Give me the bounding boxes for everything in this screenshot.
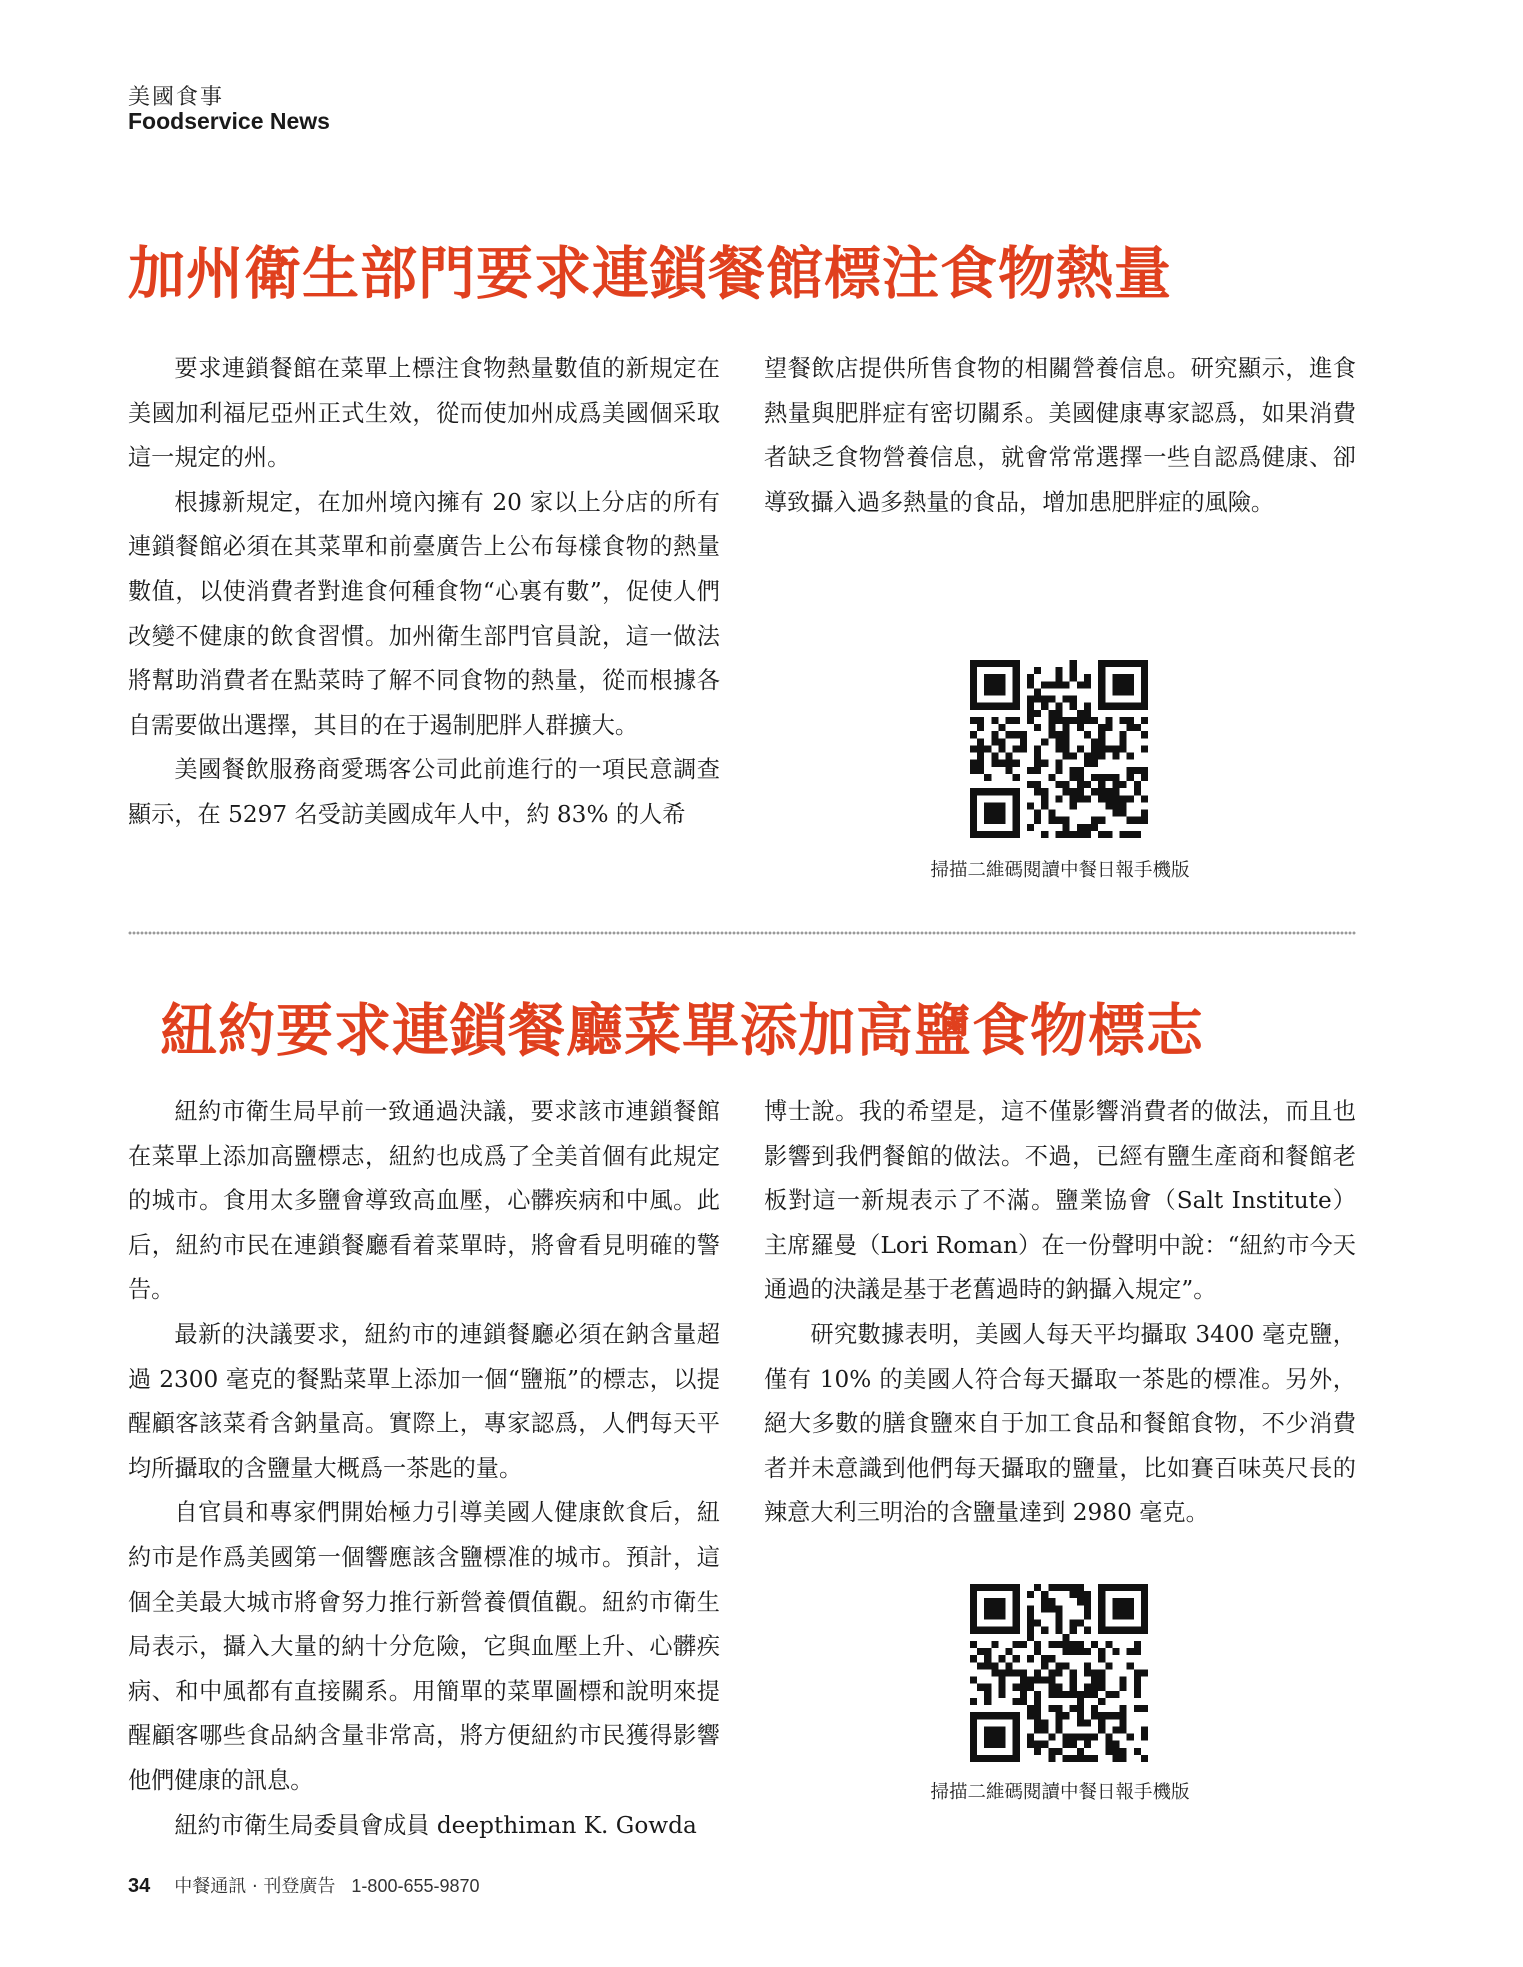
article1-paragraph: 望餐飲店提供所售食物的相關營養信息。研究顯示，進食熱量與肥胖症有密切關系。美國健康專家認爲，如果消費者缺乏食物營養信息，就會常常選擇一些自認爲健康、卻導致攝入過多熱量的食品，增加患肥胖症的風險。 (764, 355, 1356, 516)
article2-paragraph: 研究數據表明，美國人每天平均攝取 3400 毫克鹽，僅有 10% 的美國人符合每天攝取一茶匙的標准。另外，絕大多數的膳食鹽來自于加工食品和餐館食物，不少消費者并未意識到他們每天攝取的鹽量，比如賽百味英尺長的辣意大利三明治的含鹽量達到 2980 毫克。 (764, 1320, 1356, 1527)
article2-title: 紐約要求連鎖餐廳菜單添加高鹽食物標志 (160, 997, 1204, 1064)
qr-caption: 掃描二維碼閱讀中餐日報手機版 (930, 860, 1190, 881)
article2-right-column (764, 1090, 1356, 1536)
article1-right-column (764, 347, 1356, 525)
article1-paragraph: 要求連鎖餐館在菜單上標注食物熱量數值的新規定在美國加利福尼亞州正式生效，從而使加州成爲美國個采取這一規定的州。 (128, 355, 720, 472)
article2-paragraph: 紐約市衛生局委員會成員 deepthiman K. Gowda (174, 1811, 697, 1839)
article2-paragraph: 最新的決議要求，紐約市的連鎖餐廳必須在鈉含量超過 2300 毫克的餐點菜單上添加一個“鹽瓶”的標志，以提醒顧客該菜肴含鈉量高。實際上，專家認爲，人們每天平均所攝取的含鹽量大概爲一茶匙的量。 (128, 1320, 720, 1482)
qr-code-icon (970, 660, 1148, 838)
page-number: 34 (128, 1875, 151, 1897)
article2-paragraph: 自官員和專家們開始極力引導美國人健康飲食后，紐約市是作爲美國第一個響應該含鹽標准的城市。預計，這個全美最大城市將會努力推行新營養價值觀。紐約市衛生局表示，攝入大量的納十分危險，它與血壓上升、心髒疾病、和中風都有直接關系。用簡單的菜單圖標和說明來提醒顧客哪些食品納含量非常高，將方便紐約市民獲得影響他們健康的訊息。 (128, 1499, 720, 1794)
section-label-english: Foodservice News (128, 108, 330, 134)
section-label-chinese: 美國食事 (128, 85, 225, 110)
footer-publication: 中餐通訊 · 刊登廣告 (174, 1876, 336, 1897)
article2-paragraph: 博士說。我的希望是，這不僅影響消費者的做法，而且也影響到我們餐館的做法。不過，已經有鹽生產商和餐館老板對這一新規表示了不滿。鹽業協會（Salt Institute）主席羅曼（Lori Roman）在一份聲明中說：“紐約市今天通過的決議是基于老舊過時的鈉攝入規定”。 (764, 1098, 1356, 1304)
article2-left-column (128, 1090, 720, 1848)
article1-title: 加州衛生部門要求連鎖餐館標注食物熱量 (128, 240, 1172, 307)
article2-paragraph: 紐約市衛生局早前一致通過決議，要求該市連鎖餐館在菜單上添加高鹽標志，紐約也成爲了全美首個有此規定的城市。食用太多鹽會導致高血壓，心髒疾病和中風。此后，紐約市民在連鎖餐廳看着菜單時，將會看見明確的警告。 (128, 1098, 720, 1304)
qr-code-icon (970, 1584, 1148, 1762)
article1-paragraph: 根據新規定，在加州境內擁有 20 家以上分店的所有連鎖餐館必須在其菜單和前臺廣告上公布每樣食物的熱量數值，以使消費者對進食何種食物“心裏有數”，促使人們改變不健康的飲食習慣。加州衛生部門官員說，這一做法將幫助消費者在點菜時了解不同食物的熱量，從而根據各自需要做出選擇，其目的在于遏制肥胖人群擴大。 (128, 488, 720, 739)
article1-paragraph: 美國餐飲服務商愛瑪客公司此前進行的一項民意調查顯示，在 5297 名受訪美國成年人中，約 83% 的人希 (128, 756, 720, 828)
page-footer (128, 1872, 480, 1898)
qr-caption: 掃描二維碼閱讀中餐日報手機版 (930, 1782, 1190, 1803)
footer-phone: 1-800-655-9870 (351, 1876, 480, 1896)
article1-left-column (128, 347, 720, 838)
section-divider (128, 930, 1356, 936)
